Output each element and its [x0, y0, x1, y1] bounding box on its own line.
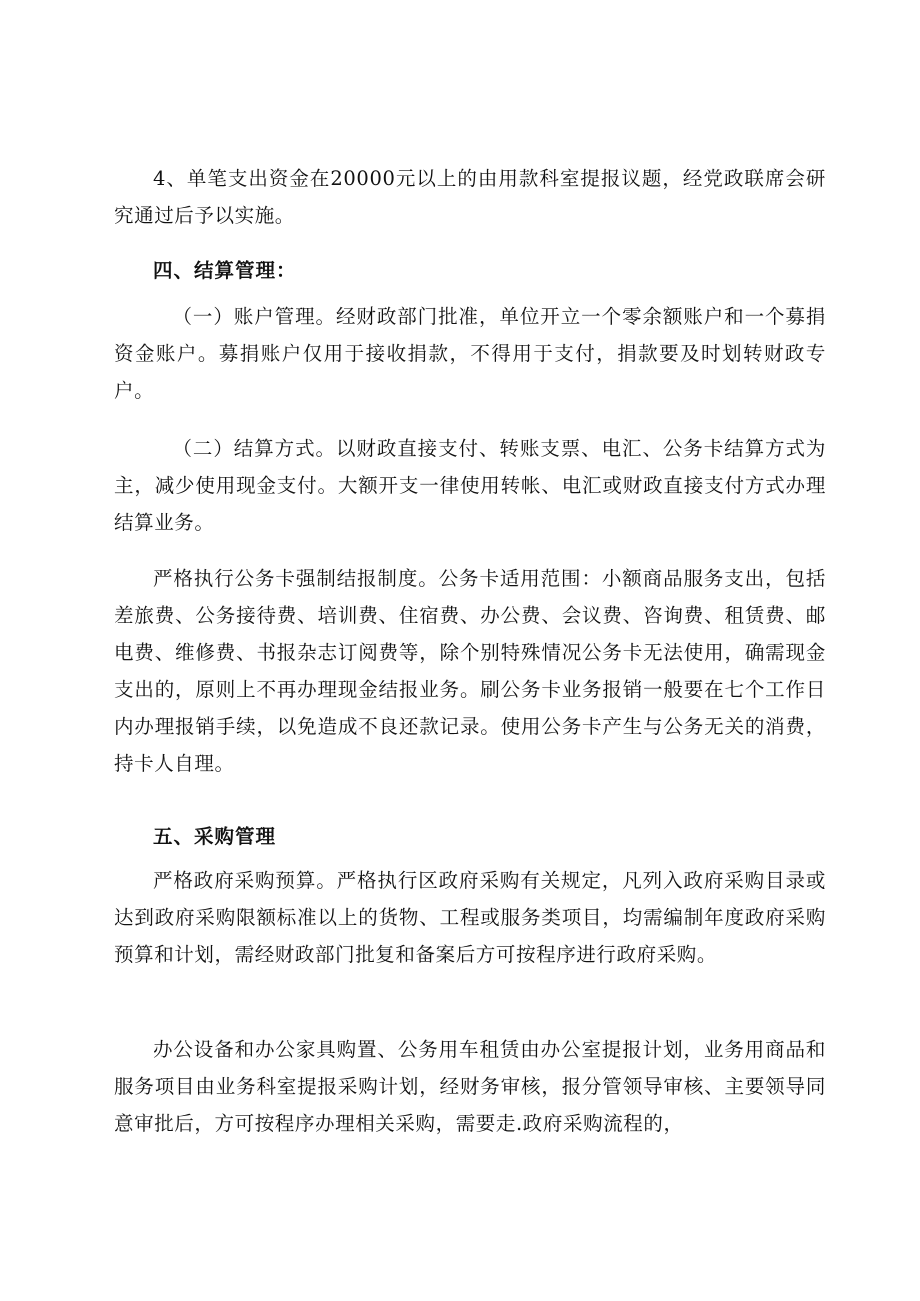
paragraph-account-management: （一）账户管理。经财政部门批准，单位开立一个零余额账户和一个募捐资金账户。募捐账户仅用于接收捐款，不得用于支付，捐款要及时划转财政专户。: [114, 305, 826, 402]
paragraph-official-card: 严格执行公务卡强制结报制度。公务卡适用范围：小额商品服务支出，包括差旅费、公务接待费、培训费、住宿费、办公费、会议费、咨询费、租赁费、邮电费、维修费、书报杂志订阅费等，除个别特殊情况公务卡无法使用，确需现金支出的，原则上不再办理现金结报业务。刷公务卡业务报销一般要在七个工作日内办理报销手续，以免造成不良还款记录。使用公务卡产生与公务无关的消费，持卡人自理。: [114, 567, 826, 775]
paragraph-procurement-budget: 严格政府采购预算。严格执行区政府采购有关规定，凡列入政府采购目录或达到政府采购限额标准以上的货物、工程或服务类项目，均需编制年度政府采购预算和计划，需经财政部门批复和备案后方可按程序进行政府采购。: [114, 869, 826, 966]
section-heading-settlement: 四、结算管理：: [153, 259, 297, 282]
paragraph-settlement-method: （二）结算方式。以财政直接支付、转账支票、电汇、公务卡结算方式为主，减少使用现金支付。大额开支一律使用转帐、电汇或财政直接支付方式办理结算业务。: [114, 437, 826, 534]
section-heading-procurement: 五、采购管理: [153, 825, 277, 848]
paragraph-expense-approval: 4、单笔支出资金在20000元以上的由用款科室提报议题，经党政联席会研究通过后予以实施。: [114, 167, 826, 227]
paragraph-procurement-process: 办公设备和办公家具购置、公务用车租赁由办公室提报计划，业务用商品和服务项目由业务科室提报采购计划，经财务审核，报分管领导审核、主要领导同意审批后，方可按程序办理相关采购，需要走.政府采购流程的，: [114, 1038, 826, 1135]
